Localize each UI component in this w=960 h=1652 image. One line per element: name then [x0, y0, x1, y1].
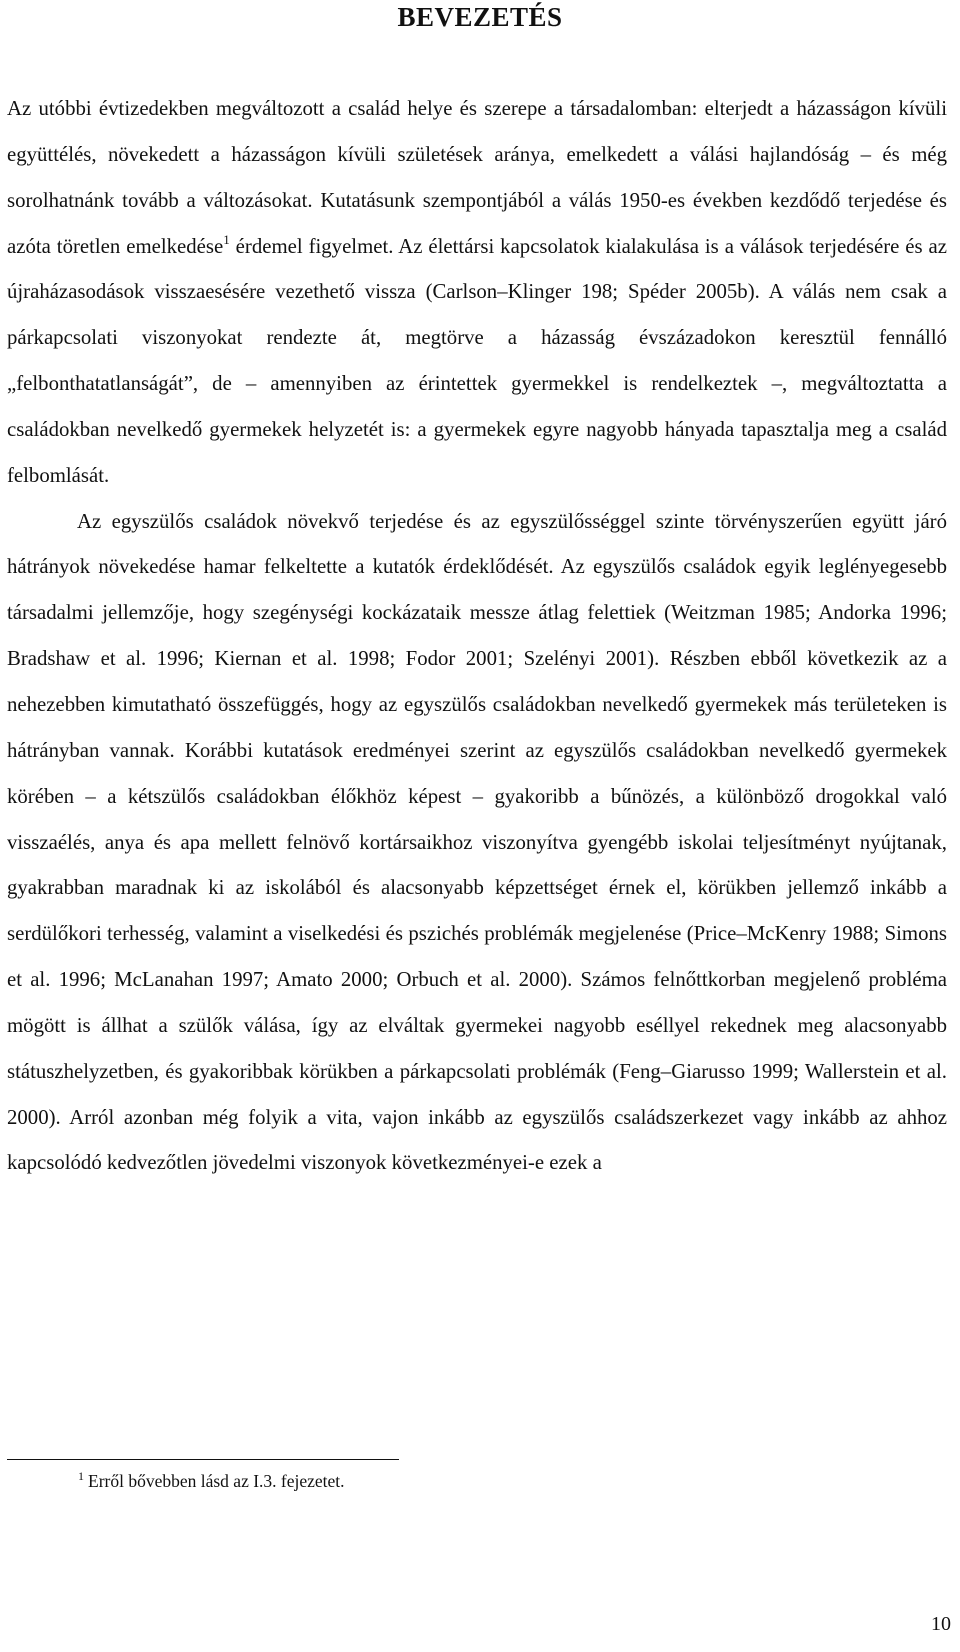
- footnote-text: Erről bővebben lásd az I.3. fejezetet.: [88, 1471, 345, 1491]
- page-number: 10: [931, 1613, 951, 1635]
- page-title: BEVEZETÉS: [397, 2, 563, 32]
- footnote-reference: 1: [223, 231, 230, 247]
- footnote-divider: [7, 1459, 399, 1460]
- footnote-number: 1: [78, 1469, 84, 1483]
- paragraph-1: [7, 86, 947, 499]
- paragraph-2: Az egyszülős családok növekvő terjedése és az egyszülősséggel szinte törvényszerűen együtt járó hátrányok növekedése hamar felkeltette a kutatók érdeklődését. Az egyszülős családok egyik leglényegesebb társadalmi jellemzője, hogy szegénységi kockázataik messze átlag felettiek (Weitzman 1985; Andorka 1996; Bradshaw et al. 1996; Kiernan et al. 1998; Fodor 2001; Szelényi 2001). Részben ebből következik az a nehezebben kimutatható összefüggés, hogy az egyszülős családokban nevelkedő gyermekek más területeken is hátrányban vannak. Korábbi kutatások eredményei szerint az egyszülős családokban nevelkedő gyermekek körében – a kétszülős családokban élőkhöz képest – gyakoribb a bűnözés, a különböző drogokkal való visszaélés, anya és apa mellett felnövő kortársaikhoz viszonyítva gyengébb iskolai teljesítményt nyújtanak, gyakrabban maradnak ki az iskolából és alacsonyabb képzettséget érnek el, körükben jellemző inkább a serdülőkori terhesség, valamint a viselkedési és pszichés problémák megjelenése (Price–McKenry 1988; Simons et al. 1996; McLanahan 1997; Amato 2000; Orbuch et al. 2000). Számos felnőttkorban megjelenő probléma mögött is állhat a szülők válása, így az elváltak gyermekei nagyobb eséllyel rekednek meg alacsonyabb státuszhelyzetben, és gyakoribbak körükben a párkapcsolati problémák (Feng–Giarusso 1999; Wallerstein et al. 2000). Arról azonban még folyik a vita, vajon inkább az egyszülős családszerkezet vagy inkább az ahhoz kapcsolódó kedvezőtlen jövedelmi viszonyok következményei-e ezek a: [7, 509, 947, 1175]
- footnote: [78, 1470, 345, 1492]
- body-text: [7, 86, 947, 1186]
- paragraph-1-part-1: Az utóbbi évtizedekben megváltozott a család helye és szerepe a társadalomban: elterjedt a házasságon kívüli együttélés, növekedett a házasságon kívüli születések aránya, emelkedett a válási hajlandóság – és még sorolhatnánk tovább a változásokat. Kutatásunk szempontjából a válás 1950-es években kezdődő terjedése és azóta töretlen emelkedése: [7, 97, 947, 258]
- paragraph-1-part-2: érdemel figyelmet. Az élettársi kapcsolatok kialakulása is a válások terjedésére és az újraházasodások visszaesésére vezethető vissza (Carlson–Klinger 198; Spéder 2005b). A válás nem csak a párkapcsolati viszonyokat rendezte át, megtörve a házasság évszázadokon keresztül fennálló „felbonthatatlanságát”, de – amennyiben az érintettek gyermekkel is rendelkeztek –, megváltoztatta a családokban nevelkedő gyermekek helyzetét is: a gyermekek egyre nagyobb hányada tapasztalja meg a család felbomlását.: [7, 234, 947, 487]
